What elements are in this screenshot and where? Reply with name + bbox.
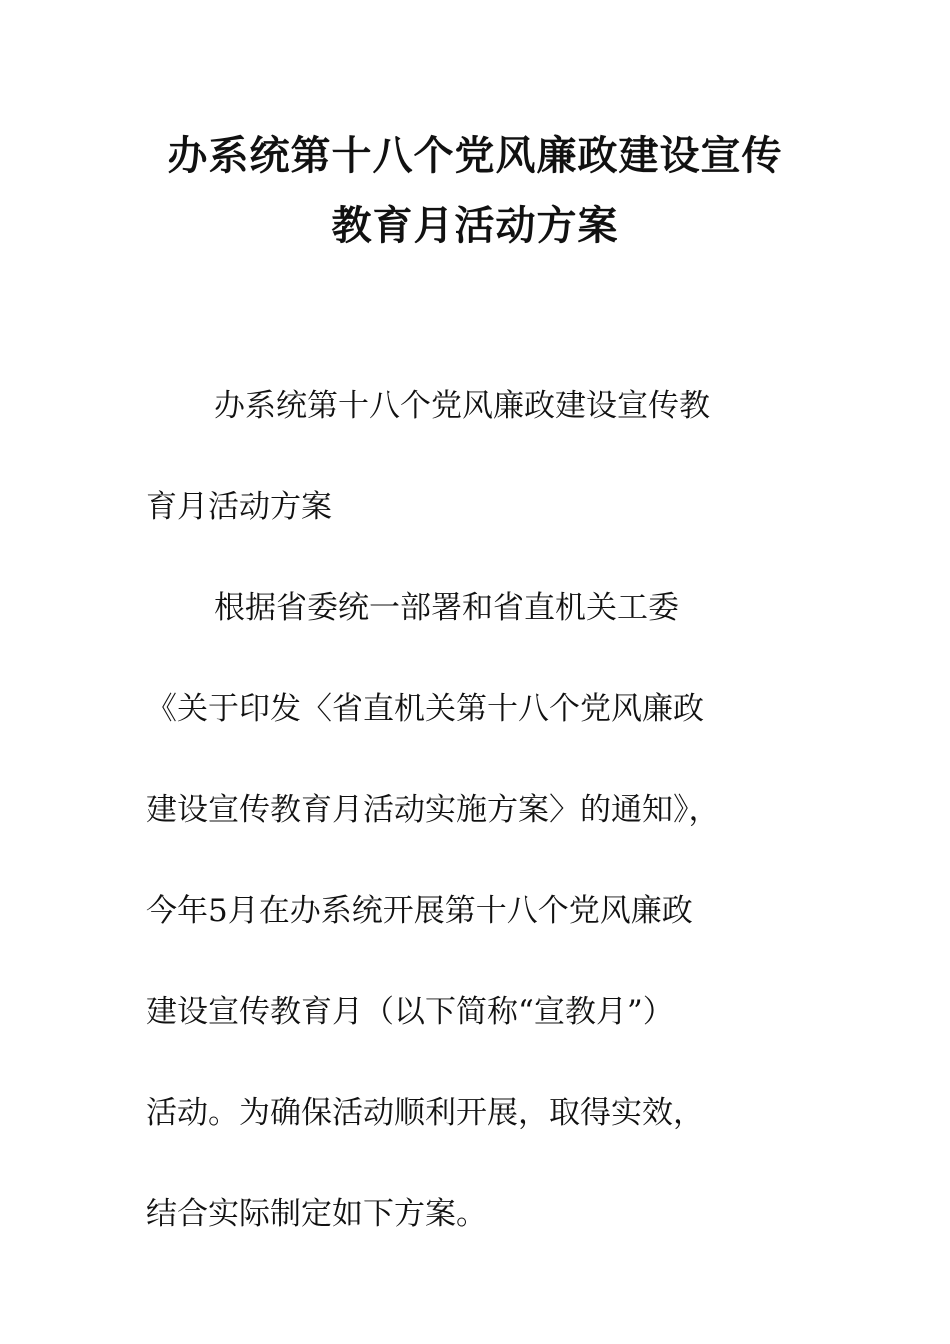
body-line: 办系统第十八个党风廉政建设宣传教 — [214, 388, 710, 424]
document-body — [146, 356, 806, 1265]
body-line: 《关于印发〈省直机关第十八个党风廉政 — [146, 691, 704, 727]
body-line: 活动。为确保活动顺利开展，取得实效， — [146, 1095, 704, 1131]
document-title-line-2: 教育月活动方案 — [331, 203, 619, 249]
document-title-line-1: 办系统第十八个党风廉政建设宣传 — [167, 133, 783, 179]
body-line: 建设宣传教育月（以下简称“宣教月”） — [146, 994, 674, 1030]
body-line: 今年5月在办系统开展第十八个党风廉政 — [146, 893, 693, 929]
body-line: 育月活动方案 — [146, 489, 332, 525]
body-line: 根据省委统一部署和省直机关工委 — [214, 590, 679, 626]
body-line: 建设宣传教育月活动实施方案〉的通知》， — [146, 792, 720, 828]
body-line: 结合实际制定如下方案。 — [146, 1196, 487, 1232]
